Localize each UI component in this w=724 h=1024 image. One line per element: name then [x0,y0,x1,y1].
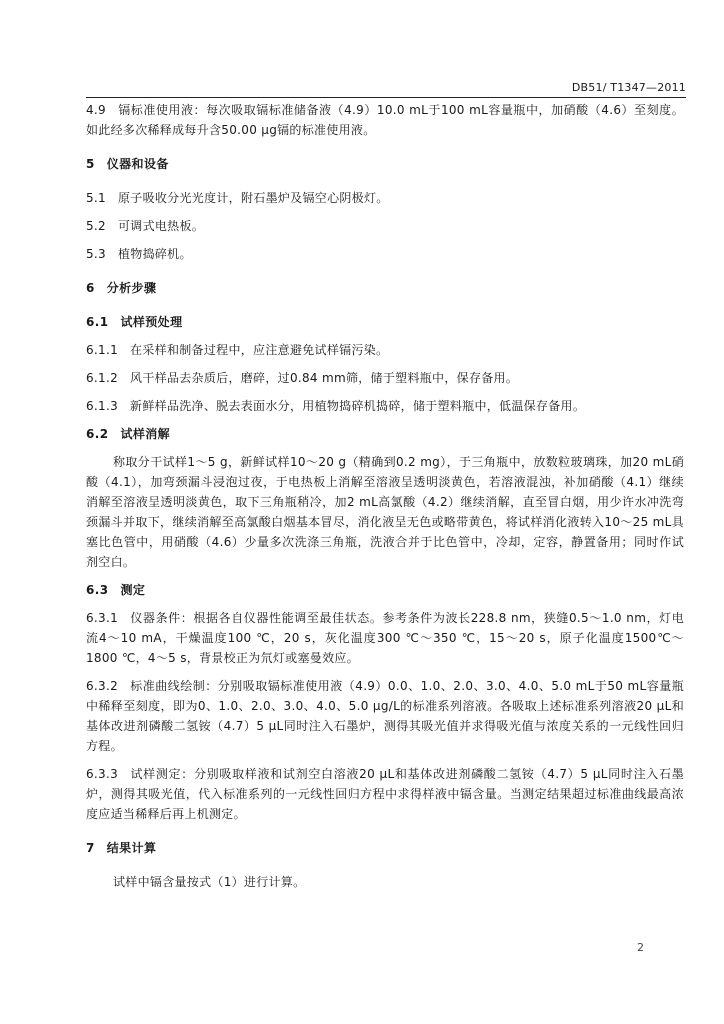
clause-text: 在采样和制备过程中，应注意避免试样镉污染。 [130,343,389,357]
subsection-heading-6-2 [86,424,684,444]
clause-text: 植物捣碎机。 [117,247,192,261]
clause-number: 6.3.2 [86,679,119,693]
clause-text: 仪器条件：根据各自仪器性能调至最佳状态。参考条件为波长228.8 nm，狭缝0.5～1.0 nm，灯电流4～10 mA，干燥温度100 ℃，20 s，灰化温度300 ℃～350 ℃，15～20 s，原子化温度1500℃～1800 ℃，4～5 s，背景校正为氘灯或塞曼效应。 [86,611,684,665]
clause-6-1-3 [86,396,684,416]
clause-number: 6.1.3 [86,399,119,413]
section-title: 试样消解 [120,427,171,441]
header-rule [86,97,686,98]
subsection-heading-6-3 [86,580,684,600]
document-body [86,100,684,892]
clause-6-3-2 [86,676,684,756]
clause-number: 5.1 [86,191,106,205]
section-heading-7 [86,838,684,858]
clause-text: 镉标准使用液：每次吸取镉标准储备液（4.9）10.0 mL于100 mL容量瓶中，加硝酸（4.6）至刻度。如此经多次稀释成每升含50.00 μg镉的标准使用液。 [86,103,684,137]
clause-4-9 [86,100,684,140]
section-number: 6 [86,281,95,295]
clause-6-1-1 [86,340,684,360]
section-number: 6.2 [86,427,109,441]
clause-number: 6.3.3 [86,767,119,781]
section-number: 6.3 [86,583,109,597]
section-title: 仪器和设备 [106,157,169,171]
calculation-paragraph: 试样中镉含量按式（1）进行计算。 [113,875,306,889]
subsection-heading-6-1 [86,312,684,332]
clause-5-1 [86,188,684,208]
clause-5-2 [86,216,684,236]
clause-text: 风干样品去杂质后，磨碎，过0.84 mm筛，储于塑料瓶中，保存备用。 [130,371,519,385]
clause-6-1-2 [86,368,684,388]
clause-number: 6.3.1 [86,611,119,625]
clause-text: 试样测定：分别吸取样液和试剂空白溶液20 μL和基体改进剂磷酸二氢铵（4.7）5 μL同时注入石墨炉，测得其吸光值，代入标准系列的一元线性回归方程中求得样液中镉含量。当测定结果超过标准曲线最高浓度应适当稀释后再上机测定。 [86,767,684,821]
clause-text: 新鲜样品洗净、脱去表面水分，用植物捣碎机捣碎，储于塑料瓶中，低温保存备用。 [130,399,586,413]
standard-code: DB51/ T1347—2011 [571,81,686,94]
clause-text: 原子吸收分光光度计，附石墨炉及镉空心阴极灯。 [117,191,389,205]
section-number: 5 [86,157,95,171]
page-number: 2 [637,941,644,954]
clause-6-3-1 [86,608,684,668]
clause-number: 6.1.2 [86,371,119,385]
clause-text: 标准曲线绘制：分别吸取镉标准使用液（4.9）0.0、1.0、2.0、3.0、4.0、5.0 mL于50 mL容量瓶中稀释至刻度，即为0、1.0、2.0、3.0、4.0、5.0 μg/L的标准系列溶液。各吸取上述标准系列溶液20 μL和基体改进剂磷酸二氢铵（4.7）5 μL同时注入石墨炉，测得其吸光值并求得吸光值与浓度关系的一元线性回归方程。 [86,679,684,753]
clause-number: 5.2 [86,219,106,233]
section-number: 7 [86,841,95,855]
clause-text: 可调式电热板。 [117,219,205,233]
section-heading-5 [86,154,684,174]
clause-number: 4.9 [86,103,106,117]
section-title: 分析步骤 [106,281,157,295]
clause-number: 5.3 [86,247,106,261]
clause-6-3-3 [86,764,684,824]
clause-number: 6.1.1 [86,343,119,357]
section-number: 6.1 [86,315,109,329]
section-heading-6 [86,278,684,298]
clause-5-3 [86,244,684,264]
digestion-paragraph: 称取分干试样1～5 g，新鲜试样10～20 g（精确到0.2 mg），于三角瓶中，放数粒玻璃珠，加20 mL硝酸（4.1），加弯颈漏斗浸泡过夜，于电热板上消解至溶液呈透明淡黄色，若溶液混浊，补加硝酸（4.1）继续消解至溶液呈透明淡黄色，取下三角瓶稍冷，加2 mL高氯酸（4.2）继续消解，直至冒白烟，用少许水冲洗弯颈漏斗并取下，继续消解至高氯酸白烟基本冒尽，消化液呈无色或略带黄色，将试样消化液转入10～25 mL具塞比色管中，用硝酸（4.6）少量多次洗涤三角瓶，洗液合并于比色管中，冷却，定容，静置备用；同时作试剂空白。 [86,455,684,569]
section-title: 结果计算 [106,841,157,855]
section-title: 测定 [120,583,146,597]
section-title: 试样预处理 [120,315,183,329]
